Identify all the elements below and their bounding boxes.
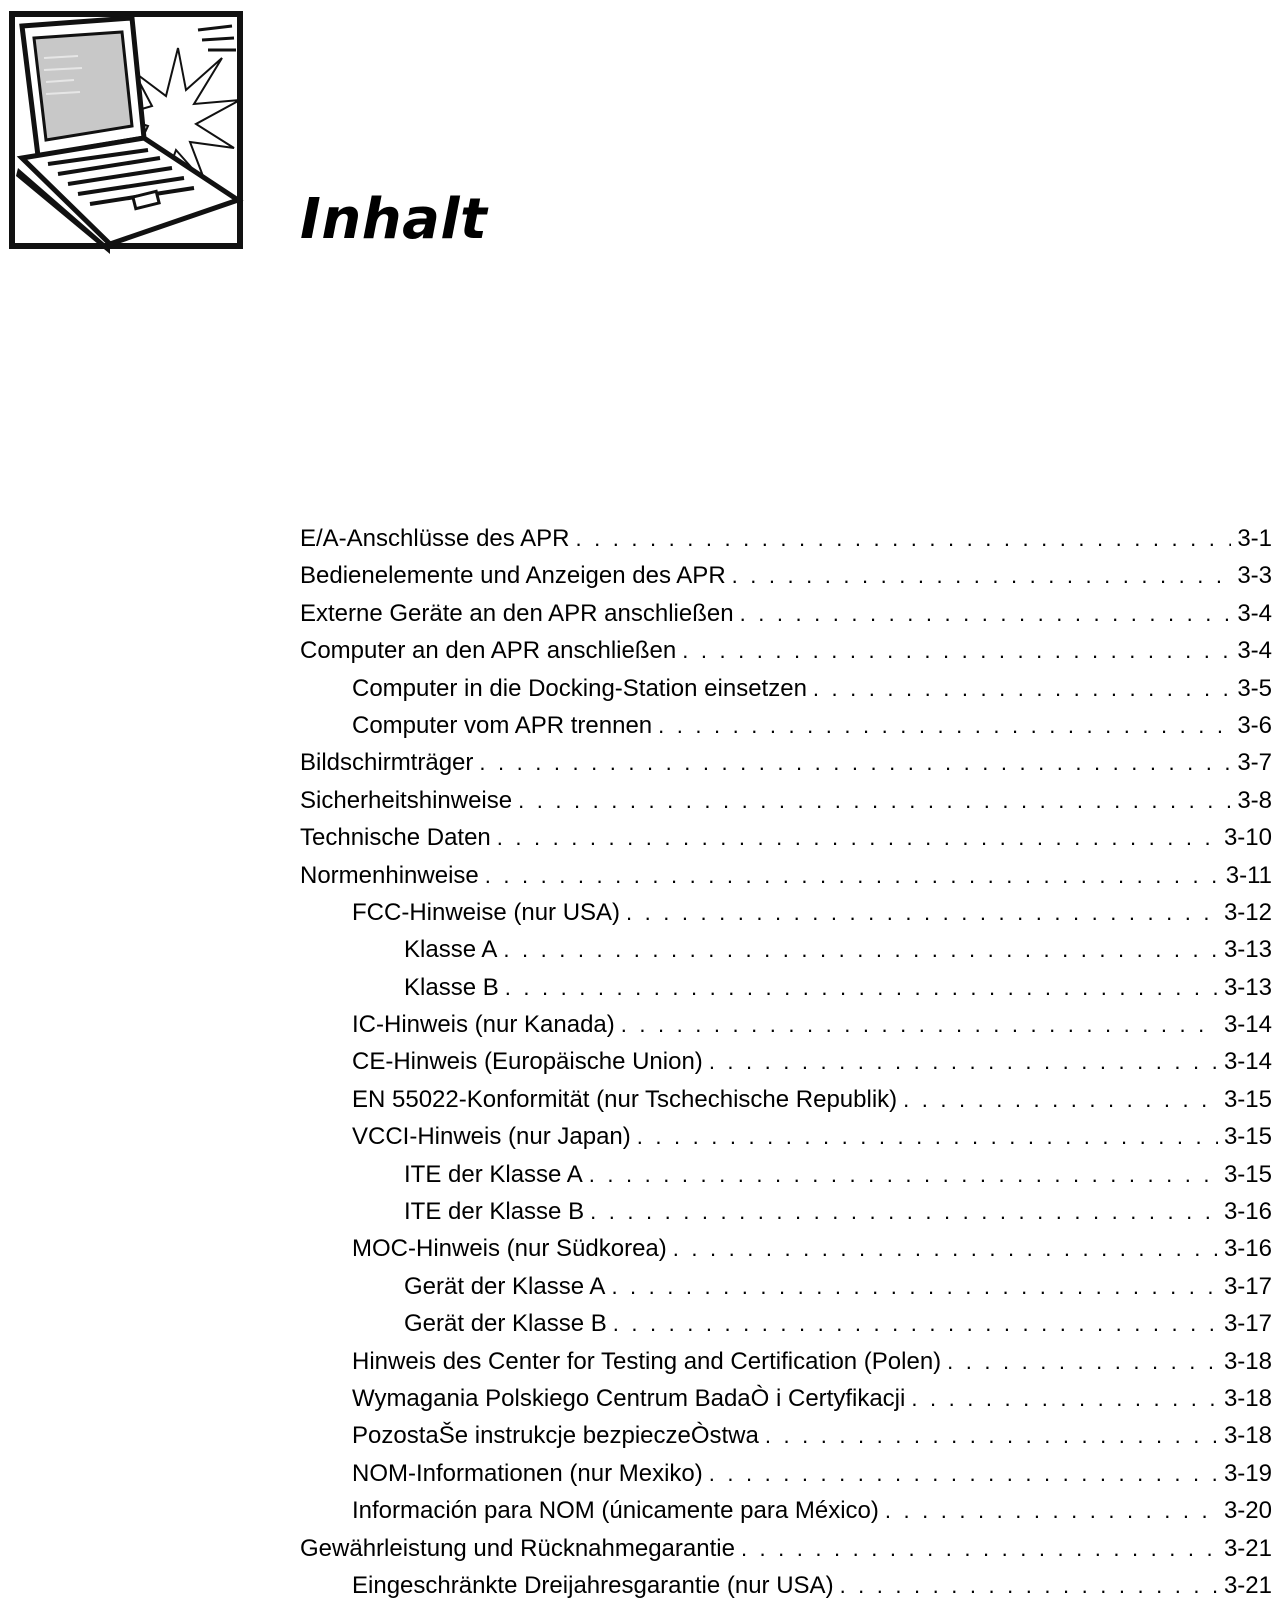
toc-entry[interactable] xyxy=(300,1343,1272,1380)
toc-dot-leader xyxy=(518,782,1231,819)
toc-dot-leader xyxy=(575,520,1231,557)
toc-entry[interactable] xyxy=(300,1567,1272,1604)
toc-entry-title: Información para NOM (únicamente para México) xyxy=(352,1497,879,1525)
laptop-screen xyxy=(34,32,132,140)
toc-page-number: 3-5 xyxy=(1237,674,1272,702)
toc-dot-leader xyxy=(709,1043,1218,1080)
toc-page-number: 3-15 xyxy=(1223,1160,1272,1188)
toc-dot-leader xyxy=(682,632,1231,669)
toc-entry-title: Bedienelemente und Anzeigen des APR xyxy=(300,562,726,590)
toc-entry-title: Technische Daten xyxy=(300,824,491,852)
toc-entry-title: Externe Geräte an den APR anschließen xyxy=(300,599,734,627)
toc-dot-leader xyxy=(658,707,1231,744)
toc-dot-leader xyxy=(626,894,1218,931)
toc-entry-title: Gerät der Klasse B xyxy=(404,1310,607,1338)
toc-entry[interactable] xyxy=(300,595,1272,632)
toc-entry-title: VCCI-Hinweis (nur Japan) xyxy=(352,1123,631,1151)
toc-page-number: 3-12 xyxy=(1223,898,1272,926)
toc-page-number: 3-20 xyxy=(1223,1497,1272,1525)
toc-entry[interactable] xyxy=(300,520,1272,557)
toc-dot-leader xyxy=(479,744,1231,781)
toc-dot-leader xyxy=(885,1492,1218,1529)
toc-dot-leader xyxy=(621,1006,1218,1043)
laptop-illustration-icon xyxy=(8,8,248,254)
toc-page-number: 3-16 xyxy=(1223,1235,1272,1263)
toc-entry[interactable] xyxy=(300,819,1272,856)
toc-page-number: 3-3 xyxy=(1237,562,1272,590)
toc-entry-title: NOM-Informationen (nur Mexiko) xyxy=(352,1459,703,1487)
toc-dot-leader xyxy=(497,819,1218,856)
toc-entry-title: IC-Hinweis (nur Kanada) xyxy=(352,1011,615,1039)
toc-page-number: 3-8 xyxy=(1237,786,1272,814)
toc-entry-title: Computer vom APR trennen xyxy=(352,711,653,739)
toc-entry[interactable] xyxy=(300,1118,1272,1155)
toc-page-number: 3-17 xyxy=(1223,1272,1272,1300)
toc-entry-title: Hinweis des Center for Testing and Certification (Polen) xyxy=(352,1347,942,1375)
toc-page-number: 3-18 xyxy=(1223,1422,1272,1450)
toc-dot-leader xyxy=(590,1193,1218,1230)
table-of-contents xyxy=(300,520,1272,1604)
toc-entry-title: E/A-Anschlüsse des APR xyxy=(300,525,570,552)
toc-page-number: 3-18 xyxy=(1223,1384,1272,1412)
toc-dot-leader xyxy=(732,557,1232,594)
toc-entry[interactable] xyxy=(300,1156,1272,1193)
toc-entry[interactable] xyxy=(300,931,1272,968)
toc-page-number: 3-13 xyxy=(1223,973,1272,1001)
toc-entry[interactable] xyxy=(300,969,1272,1006)
toc-entry-title: FCC-Hinweise (nur USA) xyxy=(352,898,621,926)
toc-page-number: 3-21 xyxy=(1223,1534,1272,1562)
toc-page-number: 3-4 xyxy=(1237,637,1272,665)
toc-entry-title: Bildschirmträger xyxy=(300,749,474,777)
toc-entry[interactable] xyxy=(300,670,1272,707)
toc-entry-title: PozostaŠe instrukcje bezpieczeÒstwa xyxy=(352,1422,759,1450)
toc-entry-title: Gerät der Klasse A xyxy=(404,1272,606,1300)
toc-dot-leader xyxy=(611,1268,1218,1305)
toc-page-number: 3-6 xyxy=(1237,711,1272,739)
toc-entry-title: Computer in die Docking-Station einsetzen xyxy=(352,674,807,702)
toc-entry-title: ITE der Klasse A xyxy=(404,1160,583,1188)
toc-entry-title: Normenhinweise xyxy=(300,861,479,889)
toc-page-number: 3-16 xyxy=(1223,1198,1272,1226)
toc-page-number: 3-10 xyxy=(1223,824,1272,852)
toc-page-number: 3-15 xyxy=(1223,1085,1272,1113)
toc-page-number: 3-17 xyxy=(1223,1310,1272,1338)
toc-entry-title: MOC-Hinweis (nur Südkorea) xyxy=(352,1235,667,1263)
toc-entry[interactable] xyxy=(300,1230,1272,1267)
toc-dot-leader xyxy=(840,1567,1218,1604)
toc-entry[interactable] xyxy=(300,744,1272,781)
toc-entry-title: Klasse B xyxy=(404,973,499,1001)
toc-dot-leader xyxy=(813,670,1231,707)
toc-page-number: 3-4 xyxy=(1237,599,1272,627)
toc-dot-leader xyxy=(637,1118,1218,1155)
toc-dot-leader xyxy=(741,1530,1218,1567)
toc-entry-title: Gewährleistung und Rücknahmegarantie xyxy=(300,1534,735,1562)
toc-entry[interactable] xyxy=(300,1043,1272,1080)
toc-entry[interactable] xyxy=(300,1380,1272,1417)
toc-entry[interactable] xyxy=(300,894,1272,931)
toc-dot-leader xyxy=(911,1380,1218,1417)
toc-entry-title: ITE der Klasse B xyxy=(404,1198,585,1226)
toc-page-number: 3-13 xyxy=(1223,936,1272,964)
toc-dot-leader xyxy=(903,1081,1218,1118)
toc-page-number: 3-1 xyxy=(1237,525,1272,552)
toc-entry[interactable] xyxy=(300,1268,1272,1305)
toc-dot-leader xyxy=(485,857,1220,894)
toc-page-number: 3-14 xyxy=(1223,1048,1272,1076)
toc-entry-title: Sicherheitshinweise xyxy=(300,786,513,814)
toc-entry[interactable] xyxy=(300,1081,1272,1118)
toc-entry-title: Eingeschränkte Dreijahresgarantie (nur USA) xyxy=(352,1571,834,1599)
toc-entry[interactable] xyxy=(300,1305,1272,1342)
toc-entry[interactable] xyxy=(300,1193,1272,1230)
toc-entry[interactable] xyxy=(300,632,1272,669)
toc-dot-leader xyxy=(505,969,1218,1006)
toc-entry[interactable] xyxy=(300,857,1272,894)
toc-page-number: 3-7 xyxy=(1237,749,1272,777)
toc-entry[interactable] xyxy=(300,1417,1272,1454)
toc-entry[interactable] xyxy=(300,557,1272,594)
toc-entry-title: Klasse A xyxy=(404,936,498,964)
page-title: Inhalt xyxy=(300,187,488,252)
toc-entry[interactable] xyxy=(300,1530,1272,1567)
toc-entry[interactable] xyxy=(300,707,1272,744)
toc-entry[interactable] xyxy=(300,1006,1272,1043)
toc-dot-leader xyxy=(765,1417,1218,1454)
toc-page-number: 3-21 xyxy=(1223,1571,1272,1599)
toc-page-number: 3-11 xyxy=(1225,861,1272,889)
toc-entry[interactable] xyxy=(300,1492,1272,1529)
toc-dot-leader xyxy=(503,931,1218,968)
toc-page-number: 3-19 xyxy=(1223,1459,1272,1487)
toc-entry-title: Computer an den APR anschließen xyxy=(300,637,677,665)
toc-dot-leader xyxy=(673,1230,1218,1267)
toc-entry[interactable] xyxy=(300,1455,1272,1492)
toc-dot-leader xyxy=(947,1343,1218,1380)
toc-page-number: 3-18 xyxy=(1223,1347,1272,1375)
toc-dot-leader xyxy=(740,595,1232,632)
toc-page-number: 3-15 xyxy=(1223,1123,1272,1151)
toc-page-number: 3-14 xyxy=(1223,1011,1272,1039)
toc-entry-title: CE-Hinweis (Europäische Union) xyxy=(352,1048,703,1076)
toc-dot-leader xyxy=(613,1305,1218,1342)
toc-entry-title: Wymagania Polskiego Centrum BadaÒ i Certyfikacji xyxy=(352,1384,906,1412)
toc-dot-leader xyxy=(709,1455,1218,1492)
toc-dot-leader xyxy=(589,1156,1218,1193)
toc-entry-title: EN 55022-Konformität (nur Tschechische Republik) xyxy=(352,1085,898,1113)
toc-entry[interactable] xyxy=(300,782,1272,819)
